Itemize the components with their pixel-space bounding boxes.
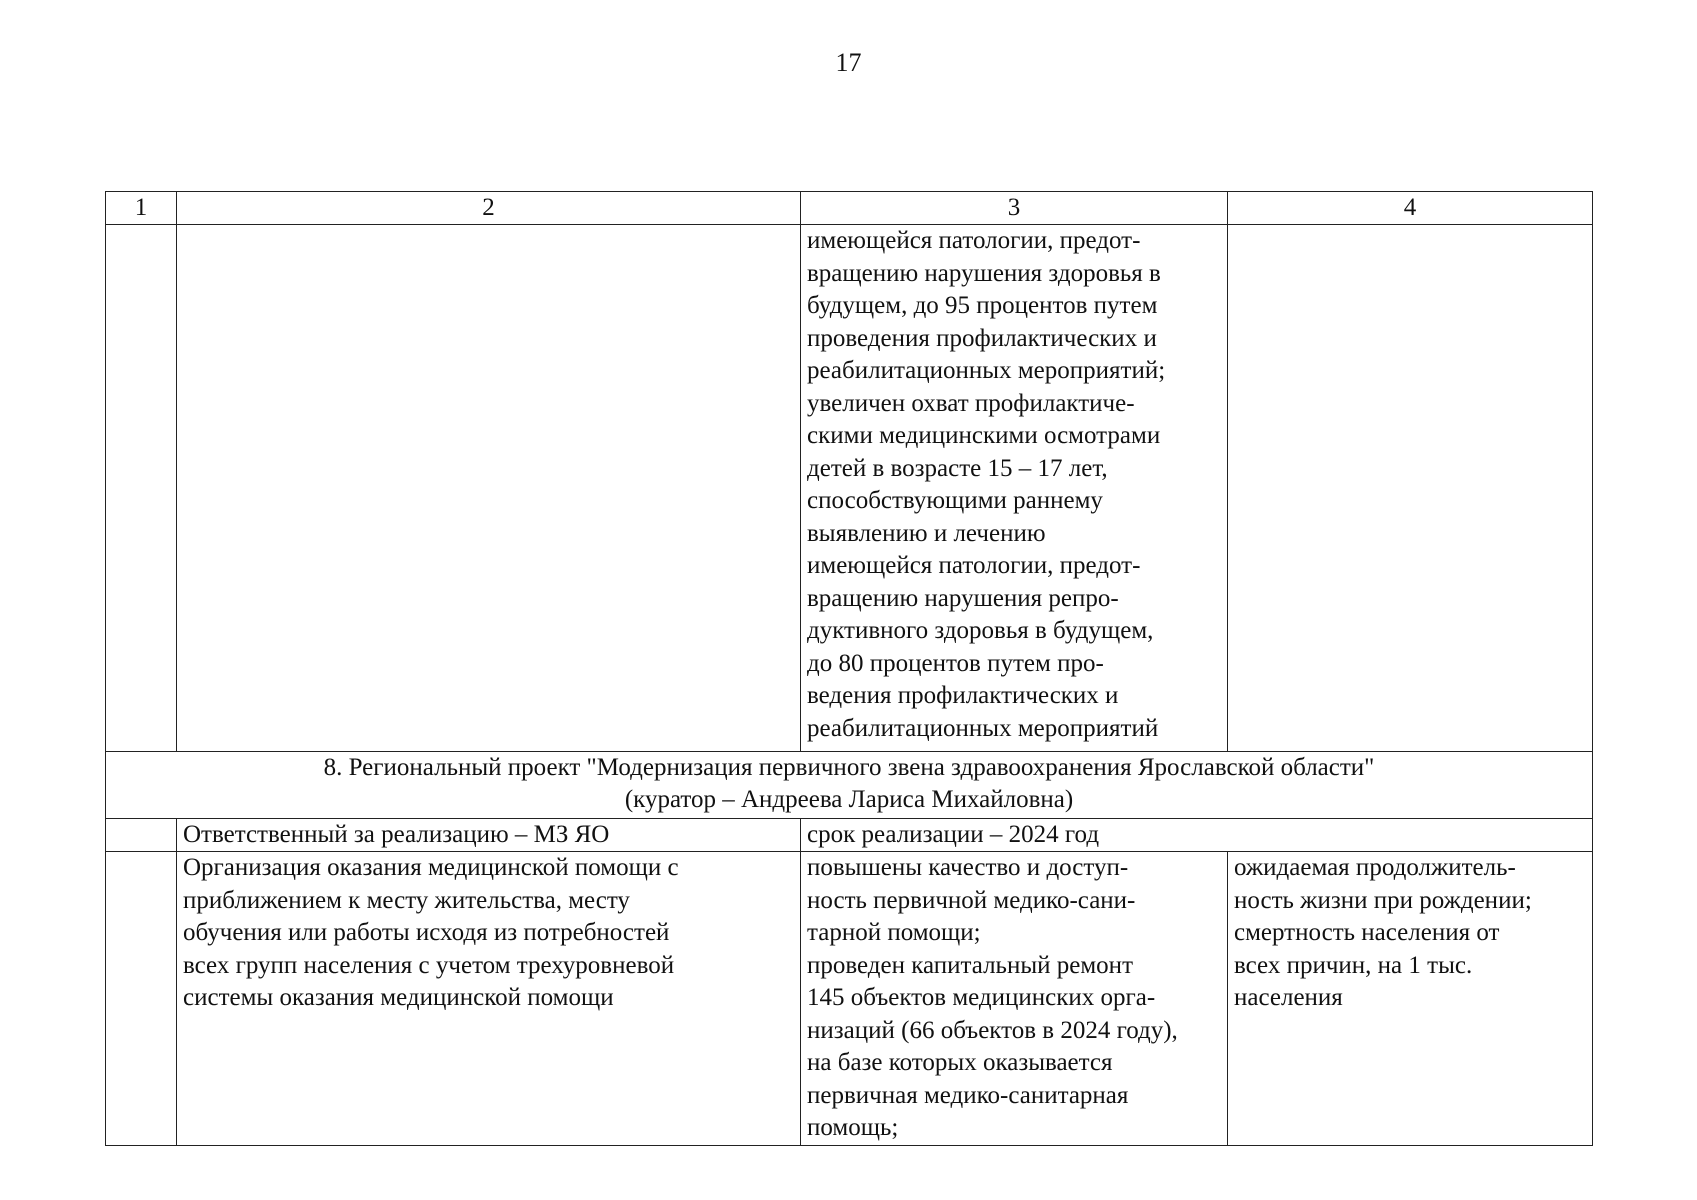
table-row-responsible: [106, 819, 1593, 852]
deadline-cell: срок реализации – 2024 год: [801, 819, 1593, 852]
task-cell-col3: [801, 852, 1228, 1146]
cont-cell-col1: [106, 225, 177, 752]
task-cell-col4: [1228, 852, 1593, 1146]
project-table: [105, 191, 1593, 1146]
section-heading-text: 8. Региональный проект "Модернизация первичного звена здравоохранения Ярославской области" (куратор – Андреева Лариса Михайловна): [323, 754, 1375, 813]
section-heading-cell: [106, 752, 1593, 819]
task-result-text: повышены качество и доступ- ность первичной медико-сани- тарной помощи; проведен капитальный ремонт 145 объектов медицинских орга- низаций (66 объектов в 2024 году), на базе которых оказывается первичная медико-санитарная помощь;: [807, 854, 1178, 1141]
responsible-cell: Ответственный за реализацию – МЗ ЯО: [177, 819, 801, 852]
task-description-text: Организация оказания медицинской помощи с приближением к месту жительства, месту обучения или работы исходя из потребностей всех групп населения с учетом трехуровневой системы оказания медицинской помощи: [183, 854, 679, 1011]
cont-cell-col3-text: имеющейся патологии, предот- вращению нарушения здоровья в будущем, до 95 процентов путем проведения профилактических и реабилитационных мероприятий; увеличен охват профилактиче- скими медицинскими осмотрами детей в возрасте 15 – 17 лет, способствующими раннему выявлению и лечению имеющейся патологии, предот- вращению нарушения репро- дуктивного здоровья в будущем, до 80 процентов путем про- ведения профилактических и реабилитационных мероприятий: [807, 227, 1166, 742]
cont-cell-col2: [177, 225, 801, 752]
page-number: 17: [835, 48, 862, 77]
cont-cell-col4: [1228, 225, 1593, 752]
header-col-4: 4: [1228, 192, 1593, 225]
table-header-row: [106, 192, 1593, 225]
header-col-2: 2: [177, 192, 801, 225]
task-indicator-text: ожидаемая продолжитель- ность жизни при рождении; смертность населения от всех причин, на 1 тыс. населения: [1234, 854, 1532, 1011]
header-col-3: 3: [801, 192, 1228, 225]
table-row-section-heading: [106, 752, 1593, 819]
resp-cell-col1: [106, 819, 177, 852]
task-cell-col1: [106, 852, 177, 1146]
table-row-continuation: [106, 225, 1593, 752]
task-cell-col2: [177, 852, 801, 1146]
header-col-1: 1: [106, 192, 177, 225]
table-row-task: [106, 852, 1593, 1146]
cont-cell-col3: [801, 225, 1228, 752]
